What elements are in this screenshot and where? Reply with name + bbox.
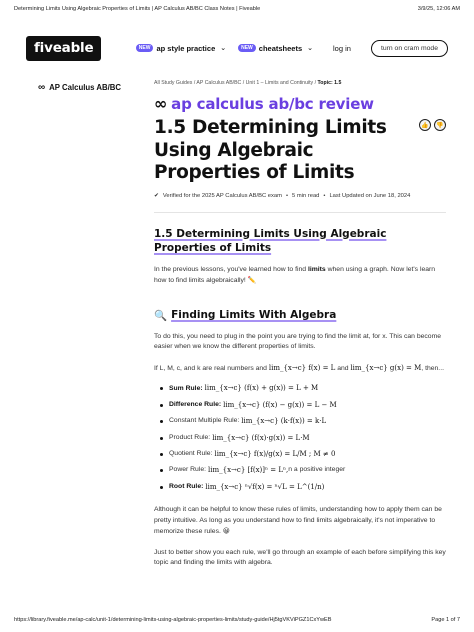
breadcrumb-separator: / [314, 80, 317, 86]
paragraph: To do this, you need to plug in the point you are trying to find the limit at, for x. This can become easier when we know the different properties of limits. [154, 332, 442, 351]
rule-formula: lim_{x→c} (f(x)·g(x)) = L·M [212, 433, 310, 442]
breadcrumb-separator: / [242, 80, 245, 86]
print-footer-page: Page 1 of 7 [431, 617, 460, 623]
magnifier-icon: 🔍 [154, 309, 168, 322]
thumbs-up-icon[interactable]: 👍 [419, 119, 431, 131]
nav-items [136, 40, 448, 57]
paragraph: Although it can be helpful to know these rules of limits, understanding how to apply them can be pretty intuitive. As long as you understand how to find limits algebraically, it's not imperative to memorize these rules. 😀 [154, 506, 442, 535]
list-item [160, 381, 446, 397]
list-item [160, 397, 446, 413]
cram-mode-button[interactable]: turn on cram mode [371, 40, 448, 57]
rule-formula: lim_{x→c} (k·f(x)) = k·L [241, 417, 327, 426]
rule-label: Difference Rule: [169, 400, 222, 408]
rule-label: Power Rule: [169, 466, 207, 474]
rule-note: n a positive integer [288, 466, 346, 474]
print-header-title: Determining Limits Using Algebraic Properties of Limits | AP Calculus AB/BC Class Notes | Fiveable [14, 6, 261, 12]
intro-text: when using a graph. Now let's learn how to find limits algebraically! ✏️ [154, 266, 436, 284]
print-footer [14, 617, 460, 623]
new-badge: NEW [238, 44, 256, 52]
print-footer-url: https://library.fiveable.me/ap-calc/unit-1/determining-limits-using-algebraic-properties-limits/study-guide/Hj5tgVKViPGZ1CxYwEB [14, 617, 332, 623]
cheatsheets-label: cheatsheets [258, 43, 303, 53]
breadcrumb-item[interactable]: Unit 1 – Limits and Continuity [245, 80, 314, 86]
list-item [160, 463, 446, 479]
meta-separator-dot: • [285, 192, 289, 199]
main-content [154, 80, 446, 569]
breadcrumb-separator: / [193, 80, 196, 86]
new-badge: NEW [136, 44, 154, 52]
divider [154, 212, 446, 213]
breadcrumb [154, 80, 446, 86]
list-item [160, 446, 446, 462]
list-item [160, 430, 446, 446]
breadcrumb-item[interactable]: All Study Guides [154, 80, 193, 86]
given-text: and [335, 364, 351, 372]
print-header [14, 6, 460, 12]
math-expression: lim_{x→c} g(x) = M [350, 363, 422, 372]
rule-formula: lim_{x→c} (f(x) + g(x)) = L + M [204, 384, 319, 393]
sidebar-course-link[interactable] [38, 82, 121, 93]
rule-label: Sum Rule: [169, 384, 203, 392]
top-navigation [26, 34, 448, 62]
breadcrumb-current: Topic: 1.5 [317, 80, 342, 86]
read-time: 5 min read [292, 192, 320, 199]
rule-label: Product Rule: [169, 433, 211, 441]
rule-formula: lim_{x→c} f(x)/g(x) = L/M ; M ≠ 0 [214, 449, 336, 458]
intro-paragraph [154, 265, 446, 286]
infinity-icon: ∞ [154, 94, 168, 113]
intro-text: In the previous lessons, you've learned how to find [154, 266, 308, 274]
infinity-icon: ∞ [38, 82, 46, 93]
rule-label: Root Rule: [169, 482, 204, 490]
title-row [154, 117, 446, 185]
ap-style-practice-menu[interactable] [136, 44, 226, 53]
subsection-heading-text: Finding Limits With Algebra [171, 309, 337, 321]
course-eyebrow[interactable] [154, 94, 446, 113]
rule-formula: lim_{x→c} (f(x) − g(x)) = L − M [223, 400, 337, 409]
chevron-down-icon: ⌄ [307, 45, 314, 52]
course-eyebrow-label: ap calculus ab/bc review [171, 94, 374, 113]
rule-formula: lim_{x→c} ⁿ√f(x) = ⁿ√L = L^(1/n) [205, 482, 325, 491]
rule-label: Quotient Rule: [169, 450, 213, 458]
thumbs-down-icon[interactable]: 👎 [434, 119, 446, 131]
given-text: If L, M, c, and k are real numbers and [154, 364, 269, 372]
paragraph: Just to better show you each rule, we'll go through an example of each before simplifying this key topic and finding the limits with algebra. [154, 548, 446, 567]
limits-keyword-link[interactable]: limits [307, 266, 326, 274]
subsection-heading [154, 309, 446, 322]
login-link[interactable]: log in [333, 43, 351, 53]
cheatsheets-menu[interactable] [238, 44, 313, 53]
article-meta [154, 193, 446, 199]
given-text: , then... [421, 364, 444, 372]
sidebar-course-label: AP Calculus AB/BC [49, 83, 122, 92]
list-item [160, 413, 446, 429]
meta-separator-dot: • [323, 192, 326, 199]
given-statement [154, 363, 446, 375]
ap-style-practice-label: ap style practice [156, 43, 216, 53]
last-updated: Last Updated on June 18, 2024 [329, 192, 411, 199]
rule-formula: lim_{x→c} [f(x)]ⁿ = Lⁿ, [208, 466, 289, 475]
checkmark-icon: ✔ [154, 192, 159, 199]
print-header-datetime: 3/9/25, 12:06 AM [417, 6, 460, 12]
list-item [160, 479, 446, 495]
chevron-down-icon: ⌄ [220, 45, 227, 52]
fiveable-logo[interactable]: fiveable [26, 36, 101, 61]
page-title: 1.5 Determining Limits Using Algebraic Properties of Limits [154, 117, 387, 184]
rule-label: Constant Multiple Rule: [169, 417, 240, 425]
section-heading-text: 1.5 Determining Limits Using Algebraic Properties of Limits [154, 227, 387, 254]
breadcrumb-item[interactable]: AP Calculus AB/BC [196, 80, 242, 86]
math-expression: lim_{x→c} f(x) = L [268, 363, 336, 372]
reactions [419, 119, 446, 131]
section-heading [154, 227, 446, 255]
limit-rules-list [160, 381, 446, 496]
verified-text: Verified for the 2025 AP Calculus AB/BC exam [162, 192, 282, 199]
